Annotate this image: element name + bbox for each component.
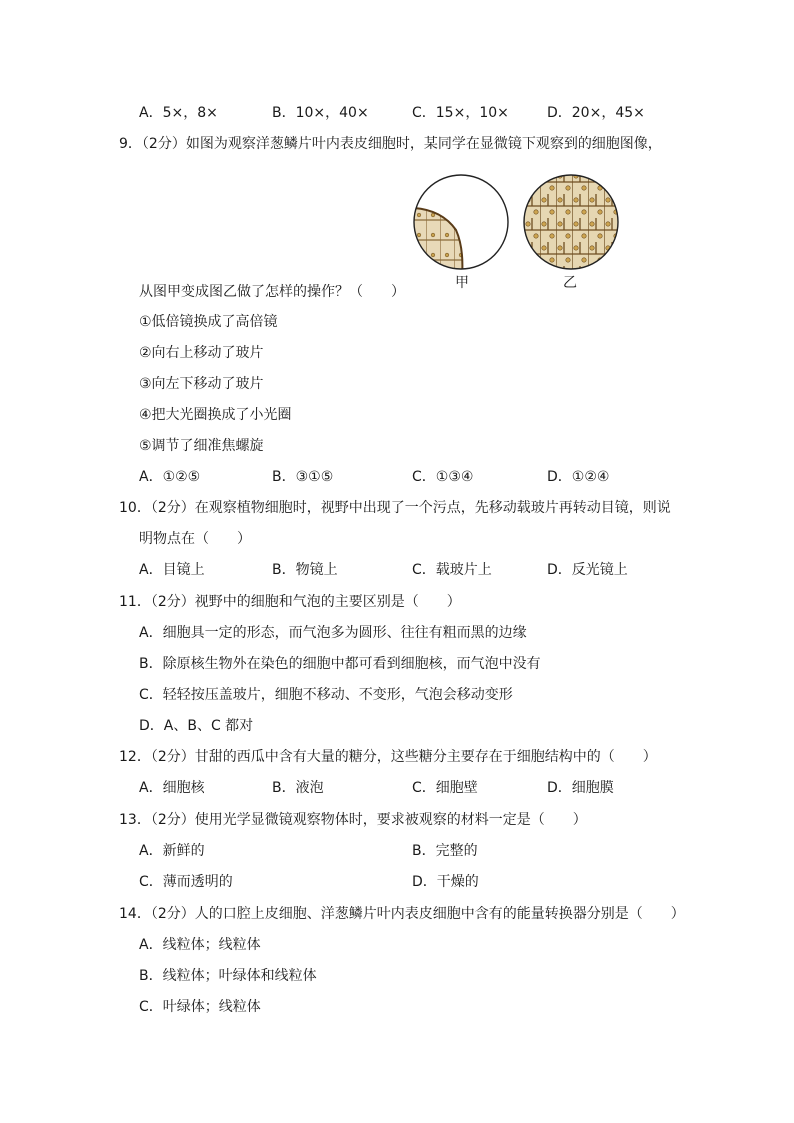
q14-option-b: B．线粒体；叶绿体和线粒体 [139,968,317,984]
q8-option-a: A．5×，8× [139,105,218,121]
microscope-views-image [412,170,624,276]
q11-stem: 11．（2分）视野中的细胞和气泡的主要区别是（ ） [119,594,461,610]
figure-label-yi: 乙 [563,275,577,291]
figure-label-jia: 甲 [455,275,469,291]
q8-option-b: B．10×，40× [272,105,369,121]
q10-stem-continued: 明物点在（ ） [139,531,251,547]
q10-option-b: B．物镜上 [272,562,338,578]
q9-option-b: B．③①⑤ [272,469,334,485]
q13-option-c: C．薄而透明的 [139,874,233,890]
q13-options-row-2 [139,873,699,891]
q10-option-c: C．载玻片上 [412,562,492,578]
q12-option-a: A．细胞核 [139,780,205,796]
q8-option-c: C．15×，10× [412,105,509,121]
q9-stem: 9．（2分）如图为观察洋葱鳞片叶内表皮细胞时，某同学在显微镜下观察到的细胞图像， [119,136,662,152]
q9-step-5: ⑤调节了细准焦螺旋 [139,438,264,454]
q8-option-d: D．20×，45× [547,105,645,121]
q10-options [139,561,699,579]
q9-step-4: ④把大光圈换成了小光圈 [139,407,292,423]
q9-figure [412,170,624,294]
q12-stem: 12．（2分）甘甜的西瓜中含有大量的糖分，这些糖分主要存在于细胞结构中的（ ） [119,749,657,765]
q12-option-b: B．液泡 [272,780,324,796]
q9-option-a: A．①②⑤ [139,469,201,485]
q9-option-c: C．①③④ [412,469,474,485]
q9-options [139,468,699,486]
q8-options [139,104,699,122]
q12-options [139,779,699,797]
q13-option-a: A．新鲜的 [139,843,205,859]
q13-option-b: B．完整的 [412,843,478,859]
q10-option-a: A．目镜上 [139,562,205,578]
q11-option-b: B．除原核生物外在染色的细胞中都可看到细胞核，而气泡中没有 [139,656,541,672]
q14-stem: 14．（2分）人的口腔上皮细胞、洋葱鳞片叶内表皮细胞中含有的能量转换器分别是（ ） [119,906,685,922]
q11-option-d: D．A、B、C 都对 [139,718,254,734]
q9-option-d: D．①②④ [547,469,610,485]
q12-option-c: C．细胞壁 [412,780,478,796]
q10-option-d: D．反光镜上 [547,562,628,578]
q9-stem-continued: 从图甲变成图乙做了怎样的操作？（ ） [139,284,405,300]
q13-option-d: D．干燥的 [412,874,479,890]
q14-option-a: A．线粒体；线粒体 [139,937,261,953]
q9-step-2: ②向右上移动了玻片 [139,345,264,361]
q11-option-c: C．轻轻按压盖玻片，细胞不移动、不变形，气泡会移动变形 [139,687,513,703]
q13-options-row-1 [139,842,699,860]
q10-stem: 10．（2分）在观察植物细胞时，视野中出现了一个污点，先移动载玻片再转动目镜，则说 [119,500,671,516]
q9-step-3: ③向左下移动了玻片 [139,376,264,392]
q9-step-1: ①低倍镜换成了高倍镜 [139,314,278,330]
q14-option-c: C．叶绿体；线粒体 [139,999,261,1015]
q13-stem: 13．（2分）使用光学显微镜观察物体时，要求被观察的材料一定是（ ） [119,812,587,828]
q12-option-d: D．细胞膜 [547,780,614,796]
q11-option-a: A．细胞具一定的形态，而气泡多为圆形、往往有粗而黑的边缘 [139,625,527,641]
